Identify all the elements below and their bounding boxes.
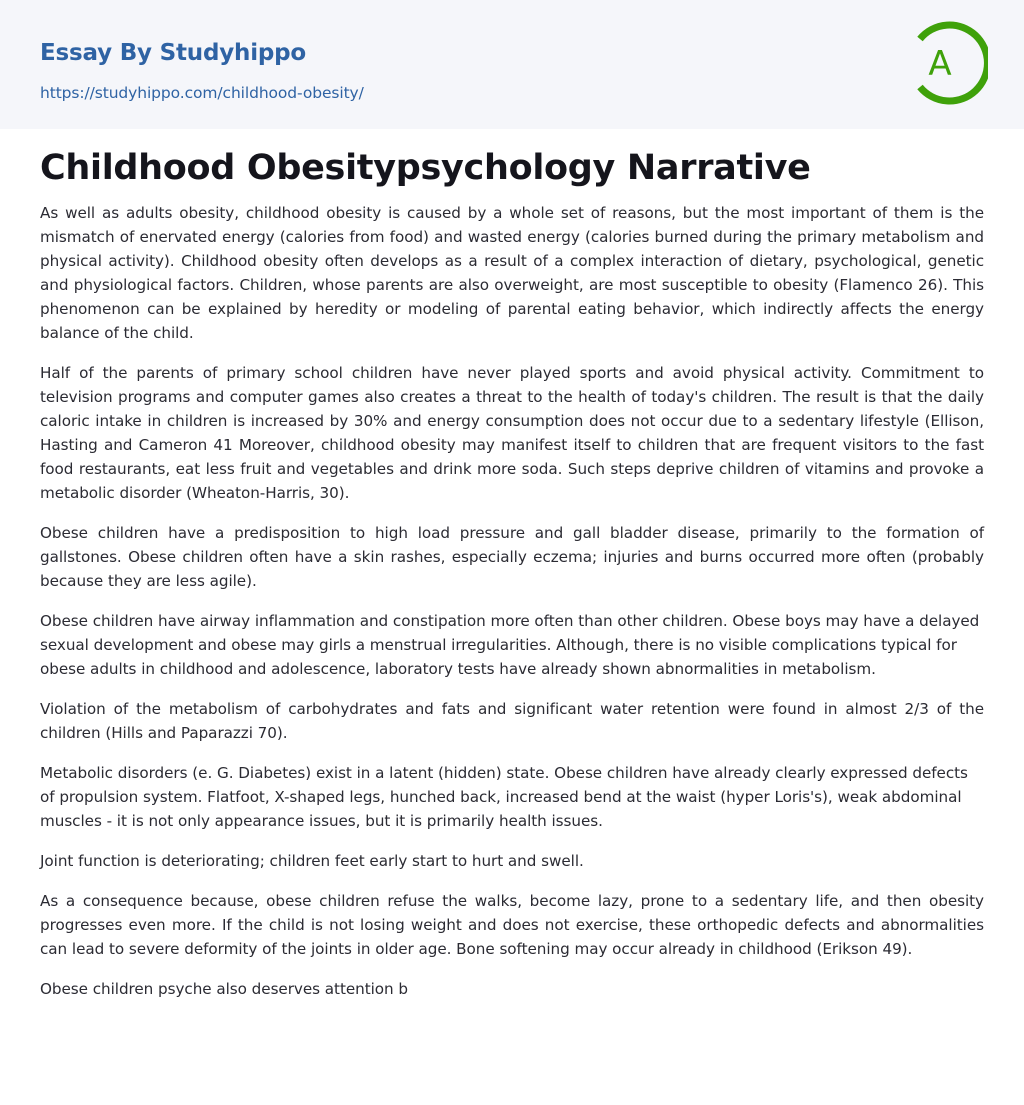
essay-paragraph: Metabolic disorders (e. G. Diabetes) exist in a latent (hidden) state. Obese children have already clearly expressed defects of propulsion system. Flatfoot, X-shaped legs, hunched back, increased bend at the waist (hyper Loris's), weak abdominal muscles - it is not only appearance issues, but it is primarily health issues. — [40, 764, 968, 830]
brand-title: Essay By Studyhippo — [40, 40, 307, 66]
essay-paragraph: As well as adults obesity, childhood obesity is caused by a whole set of reasons, but the most important of them is the mismatch of enervated energy (calories from food) and wasted energy (calories burned during the primary metabolism and physical activity). Childhood obesity often develops as a result of a complex interaction of dietary, psychological, genetic and physiological factors. Children, whose parents are also overweight, are most susceptible to obesity (Flamenco 26). This phenomenon can be explained by heredity or modeling of parental eating behavior, which indirectly affects the energy balance of the child. — [40, 204, 984, 342]
studyhippo-logo-icon[interactable] — [908, 18, 988, 108]
essay-paragraph: Violation of the metabolism of carbohydrates and fats and significant water retention were found in almost 2/3 of the children (Hills and Paparazzi 70). — [40, 700, 984, 742]
essay-paragraph: Obese children have airway inflammation and constipation more often than other children. Obese boys may have a delayed sexual development and obese may girls a menstrual irregularities. Although, there is no visible complications typical for obese adults in childhood and adolescence, laboratory tests have already shown abnormalities in metabolism. — [40, 612, 980, 678]
page-title: Childhood Obesitypsychology Narrative — [40, 148, 811, 188]
essay-paragraph: As a consequence because, obese children refuse the walks, become lazy, prone to a sedentary life, and then obesity progresses even more. If the child is not losing weight and does not exercise, these orthopedic defects and abnormalities can lead to severe deformity of the joints in older age. Bone softening may occur already in childhood (Erikson 49). — [40, 892, 984, 958]
essay-url-link[interactable]: https://studyhippo.com/childhood-obesity/ — [40, 84, 364, 102]
essay-paragraph: Half of the parents of primary school children have never played sports and avoid physical activity. Commitment to television programs and computer games also creates a threat to the health of today's children. The result is that the daily caloric intake in children is increased by 30% and energy consumption does not occur due to a sedentary lifestyle (Ellison, Hasting and Cameron 41 Moreover, childhood obesity may manifest itself to children that are frequent visitors to the fast food restaurants, eat less fruit and vegetables and drink more soda. Such steps deprive children of vitamins and provoke a metabolic disorder (Wheaton-Harris, 30). — [40, 364, 984, 502]
essay-paragraph: Obese children have a predisposition to high load pressure and gall bladder disease, primarily to the formation of gallstones. Obese children often have a skin rashes, especially eczema; injuries and burns occurred more often (probably because they are less agile). — [40, 524, 984, 590]
essay-content — [0, 147, 1024, 1061]
essay-paragraph: Joint function is deteriorating; children feet early start to hurt and swell. — [40, 852, 584, 870]
essay-paragraph-truncated: Obese children psyche also deserves attention b — [40, 980, 408, 998]
logo-svg — [908, 18, 988, 108]
logo-letter: A — [928, 44, 952, 84]
site-header — [0, 0, 1024, 129]
